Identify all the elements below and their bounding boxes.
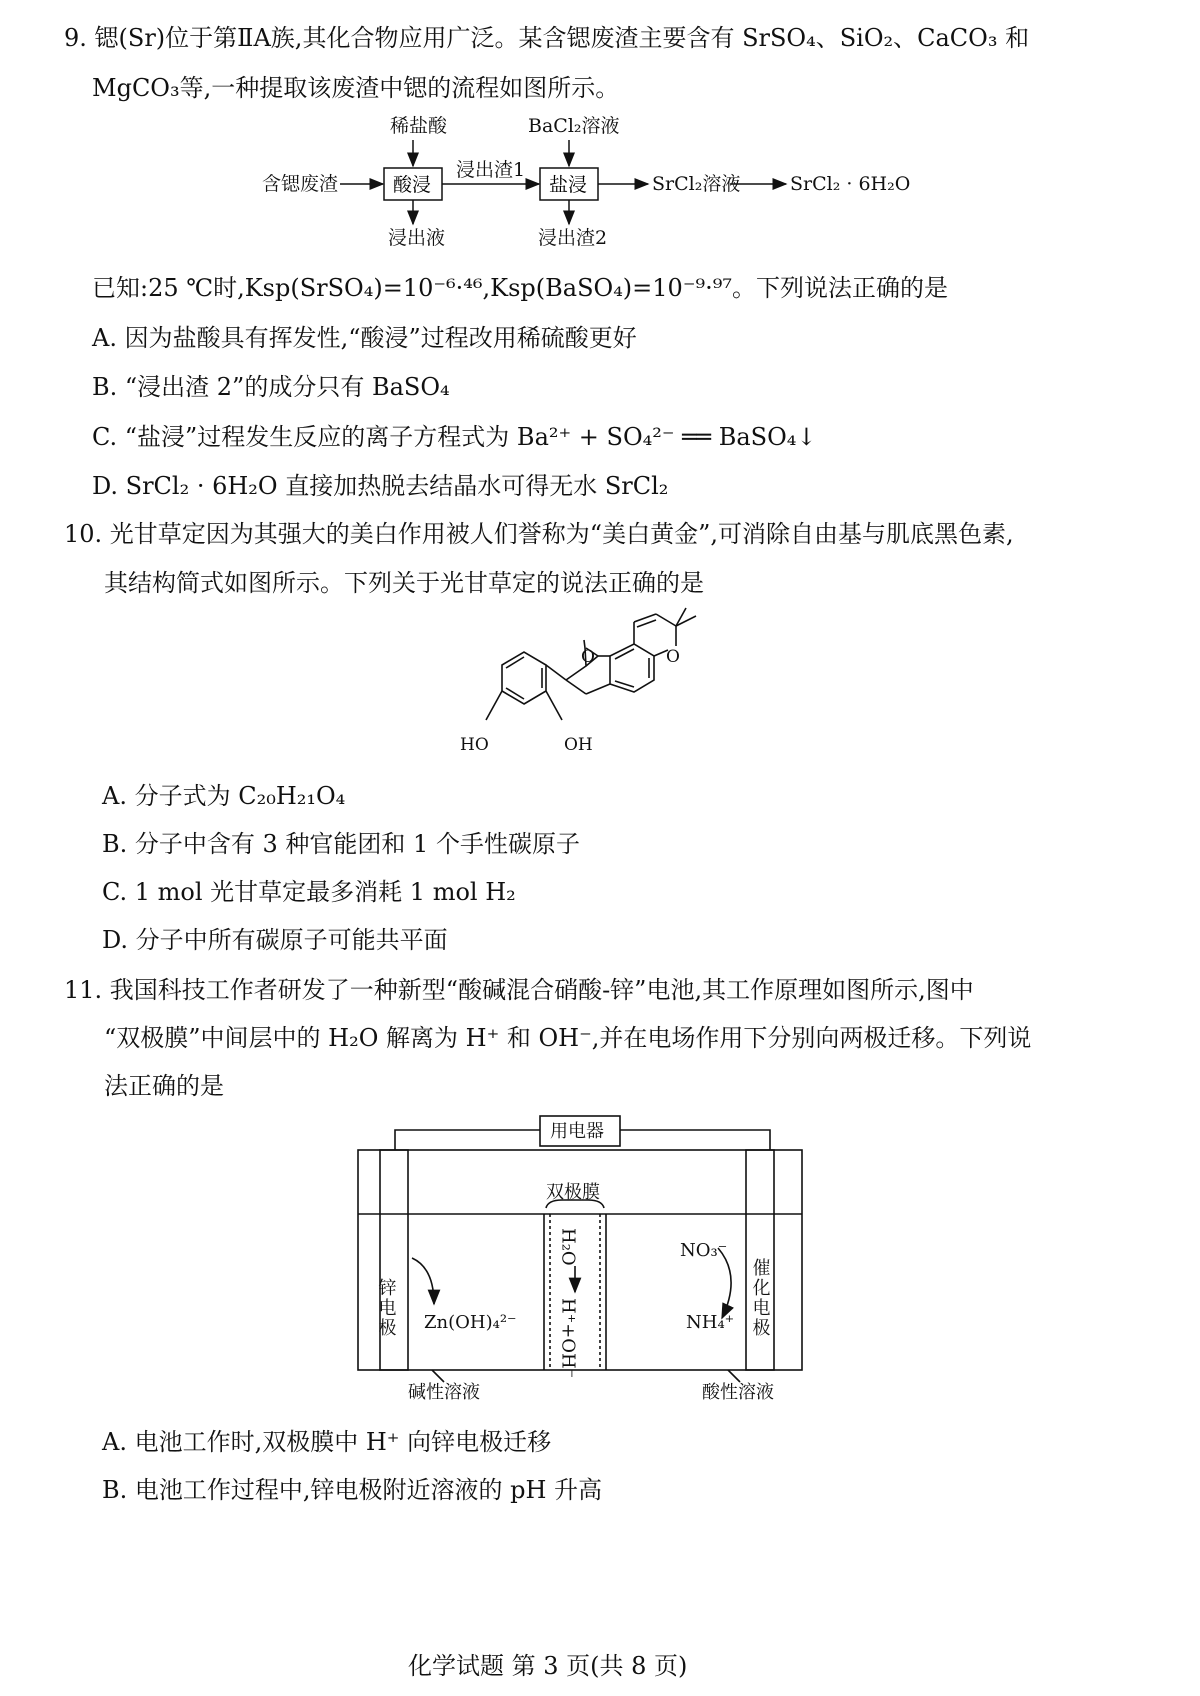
q9-stem-line1: 9. 锶(Sr)位于第ⅡA族,其化合物应用广泛。某含锶废渣主要含有 SrSO₄、SiO₂、CaCO₃ 和 <box>64 24 1030 52</box>
flow-input: 含锶废渣 <box>262 173 339 195</box>
flow-residue1: 浸出渣1 <box>456 159 526 181</box>
label-ho: HO <box>460 735 489 755</box>
phenol-ring <box>502 652 546 704</box>
benzo-ring <box>610 644 654 692</box>
ions-label: H⁺+OH⁻ <box>557 1298 579 1379</box>
q11-option-a: A. 电池工作时,双极膜中 H⁺ 向锌电极迁移 <box>102 1428 552 1456</box>
q9-option-c: C. “盐浸”过程发生反应的离子方程式为 Ba²⁺ + SO₄²⁻ ══ BaSO₄↓ <box>92 423 817 451</box>
q11-stem-line3: 法正确的是 <box>104 1072 224 1100</box>
flow-step1: 酸浸 <box>393 174 432 196</box>
alkaline-label: 碱性溶液 <box>408 1382 480 1403</box>
q11-option-b: B. 电池工作过程中,锌电极附近溶液的 pH 升高 <box>102 1476 603 1504</box>
q9-option-d: D. SrCl₂ · 6H₂O 直接加热脱去结晶水可得无水 SrCl₂ <box>92 472 669 500</box>
q10-option-b: B. 分子中含有 3 种官能团和 1 个手性碳原子 <box>102 830 580 858</box>
q9-option-a: A. 因为盐酸具有挥发性,“酸浸”过程改用稀硫酸更好 <box>92 324 637 352</box>
label-o1: O <box>581 647 595 667</box>
battery-diagram <box>350 1108 820 1408</box>
circuit-wire <box>395 1130 540 1150</box>
q10-stem-line2: 其结构简式如图所示。下列关于光甘草定的说法正确的是 <box>104 569 704 597</box>
label-oh: OH <box>564 735 593 755</box>
q10-option-a: A. 分子式为 C₂₀H₂₁O₄ <box>102 782 346 810</box>
q9-known: 已知:25 ℃时,Ksp(SrSO₄)=10⁻⁶·⁴⁶,Ksp(BaSO₄)=10⁻⁹·⁹⁷。下列说法正确的是 <box>92 274 948 302</box>
q10-option-d: D. 分子中所有碳原子可能共平面 <box>102 926 448 954</box>
flow-filtrate1: 浸出液 <box>388 227 446 249</box>
ammonium-label: NH₄⁺ <box>686 1312 735 1333</box>
q9-stem-line2: MgCO₃等,一种提取该废渣中锶的流程如图所示。 <box>92 74 620 102</box>
q11-stem-line1: 11. 我国科技工作者研发了一种新型“酸碱混合硝酸-锌”电池,其工作原理如图所示,图中 <box>64 976 974 1004</box>
flow-step2: 盐浸 <box>549 174 588 196</box>
zinc-reaction-arrow <box>412 1258 434 1304</box>
flow-product1: SrCl₂溶液 <box>652 173 741 195</box>
zincate-label: Zn(OH)₄²⁻ <box>424 1312 517 1333</box>
page-footer: 化学试题 第 3 页(共 8 页) <box>408 1652 688 1680</box>
flow-product2: SrCl₂ · 6H₂O <box>790 173 911 195</box>
water-label: H₂O <box>557 1228 579 1266</box>
zinc-electrode-label: 锌电极 <box>375 1278 397 1338</box>
acidic-label: 酸性溶液 <box>702 1382 774 1403</box>
flow-residue2: 浸出渣2 <box>538 227 608 249</box>
flow-reagent2: BaCl₂溶液 <box>528 115 620 137</box>
q11-stem-line2: “双极膜”中间层中的 H₂O 解离为 H⁺ 和 OH⁻,并在电场作用下分别向两极迁移。下列说 <box>104 1024 1032 1052</box>
catalytic-electrode-label: 催化电极 <box>749 1258 771 1338</box>
label-o2: O <box>666 647 680 667</box>
flow-reagent1: 稀盐酸 <box>390 115 448 137</box>
appliance-label: 用电器 <box>550 1121 604 1142</box>
q9-flow-diagram <box>250 108 950 258</box>
nitrate-label: NO₃⁻ <box>680 1240 728 1261</box>
glabridin-structure <box>450 600 740 765</box>
q10-stem-line1: 10. 光甘草定因为其强大的美白作用被人们誉称为“美白黄金”,可消除自由基与肌底黑色素, <box>64 520 1014 548</box>
q10-option-c: C. 1 mol 光甘草定最多消耗 1 mol H₂ <box>102 878 516 906</box>
q9-option-b: B. “浸出渣 2”的成分只有 BaSO₄ <box>92 373 450 401</box>
membrane-label: 双极膜 <box>546 1182 600 1203</box>
